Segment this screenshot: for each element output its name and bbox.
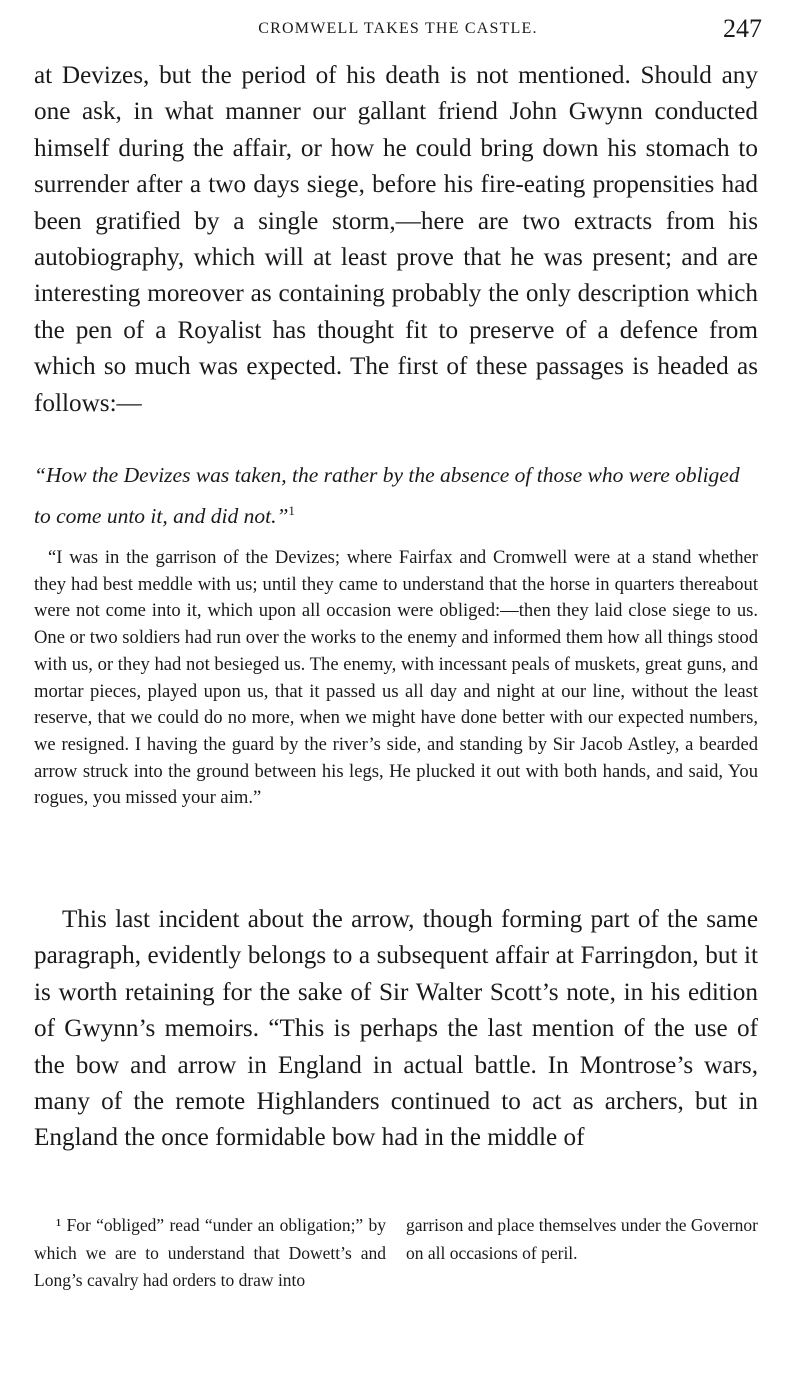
- block-quote: [34, 545, 758, 812]
- extract-heading-text: “How the Devizes was taken, the rather by the absence of those who were obliged to come unto it, and did not.”: [34, 463, 740, 529]
- quote-text: “I was in the garrison of the Devizes; where Fairfax and Cromwell were at a stand whether they had best meddle with us; until they came to understand that the horse in quarters thereabout were not come into it, which upon all occasion were obliged:—then they laid close siege to us. One or two soldiers had run over the works to the enemy and informed them how all things stood with us, or they had not besieged us. The enemy, with incessant peals of muskets, great guns, and mortar pieces, played upon us, that it passed us all day and night at our line, without the least reserve, that we could do no more, when we might have done better with our expected numbers, we resigned. I having the guard by the river’s side, and standing by Sir Jacob Astley, a bearded arrow struck into the ground between his legs, He plucked it out with both hands, and said, You rogues, you missed your aim.”: [34, 547, 758, 809]
- paragraph-text: at Devizes, but the period of his death is not mentioned. Should any one ask, in what manner our gallant friend John Gwynn conducted himself during the affair, or how he could bring down his stomach to surrender after a two days siege, before his fire-eating propensities had been gratified by a single storm,—here are two extracts from his autobiography, which will at least prove that he was present; and are interesting moreover as containing probably the only description which the pen of a Royalist has thought fit to preserve of a defence from which so much was expected. The first of these passages is headed as follows:—: [34, 62, 758, 417]
- footnote-text: ¹ For “obliged” read “under an obligation;” by which we are to understand that Dowett’s and Long’s cavalry had orders to draw into: [34, 1215, 386, 1290]
- footnote-text: garrison and place themselves under the Governor on all occasions of peril.: [406, 1215, 758, 1263]
- extract-heading: [34, 458, 756, 534]
- footnote-marker: 1: [288, 503, 295, 518]
- footnote-column-left: [34, 1212, 386, 1295]
- body-paragraph-2: [34, 902, 758, 1157]
- page-header: [34, 14, 762, 44]
- body-paragraph-1: [34, 58, 758, 422]
- footnote-column-right: [406, 1212, 758, 1267]
- paragraph-text: This last incident about the arrow, though forming part of the same paragraph, evidently belongs to a subsequent affair at Farringdon, but it is worth retaining for the sake of Sir Walter Scott’s note, in his edition of Gwynn’s memoirs. “This is perhaps the last mention of the use of the bow and arrow in England in actual battle. In Montrose’s wars, many of the remote Highlanders continued to act as archers, but in England the once formidable bow had in the middle of: [34, 906, 758, 1152]
- running-title: CROMWELL TAKES THE CASTLE.: [258, 20, 538, 37]
- page-number: 247: [723, 14, 762, 43]
